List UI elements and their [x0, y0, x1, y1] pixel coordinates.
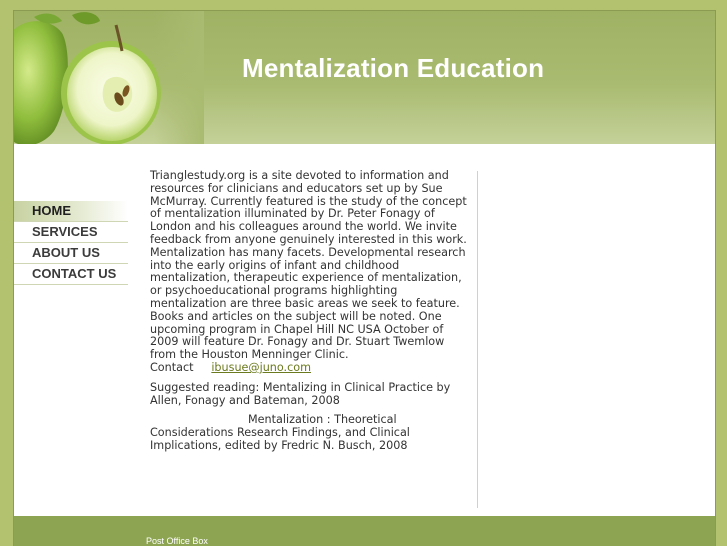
intro-paragraph	[150, 170, 470, 375]
header-banner	[14, 11, 715, 144]
footer-address: Post Office Box	[146, 536, 208, 546]
intro-text: Trianglestudy.org is a site devoted to information and resources for clinicians and educators set up by Sue McMurray. Currently featured is the study of the concept of mentalization illuminated by Dr. Peter Fonagy of London and his colleagues around the world. We invite feedback from anyone genuinely interested in this work. Mentalization has many facets. Developmental research into the early origins of infant and childhood mentalization, therapeutic experience of mentalization, or psychoeducational programs highlighting mentalization are three basic areas we seek to feature. Books and articles on the subject will be noted. One upcoming program in Chapel Hill NC USA October of 2009 will feature Dr. Fonagy and Dr. Stuart Twemlow from the Houston Menninger Clinic.	[150, 169, 467, 362]
main-content	[150, 170, 470, 460]
column-divider	[477, 171, 478, 508]
nav-item-about-us[interactable]: ABOUT US	[14, 243, 128, 264]
nav-item-home[interactable]: HOME	[14, 201, 128, 222]
page-frame	[13, 10, 716, 546]
main-nav	[14, 201, 128, 285]
nav-item-contact-us[interactable]: CONTACT US	[14, 264, 128, 285]
site-title: Mentalization Education	[242, 53, 545, 83]
reading-2-detail: Considerations Research Findings, and Clinical Implications, edited by Fredric N. Busch, 2008	[150, 426, 410, 452]
contact-label: Contact	[150, 360, 194, 374]
suggested-reading-2	[150, 414, 470, 452]
contact-email-link[interactable]: ibusue@juno.com	[211, 360, 311, 374]
reading-2-title: Mentalization : Theoretical	[248, 413, 397, 427]
suggested-reading-1: Suggested reading: Mentalizing in Clinical Practice by Allen, Fonagy and Bateman, 2008	[150, 380, 451, 407]
footer	[14, 516, 715, 546]
nav-item-services[interactable]: SERVICES	[14, 222, 128, 243]
green-apple-image	[14, 11, 204, 144]
